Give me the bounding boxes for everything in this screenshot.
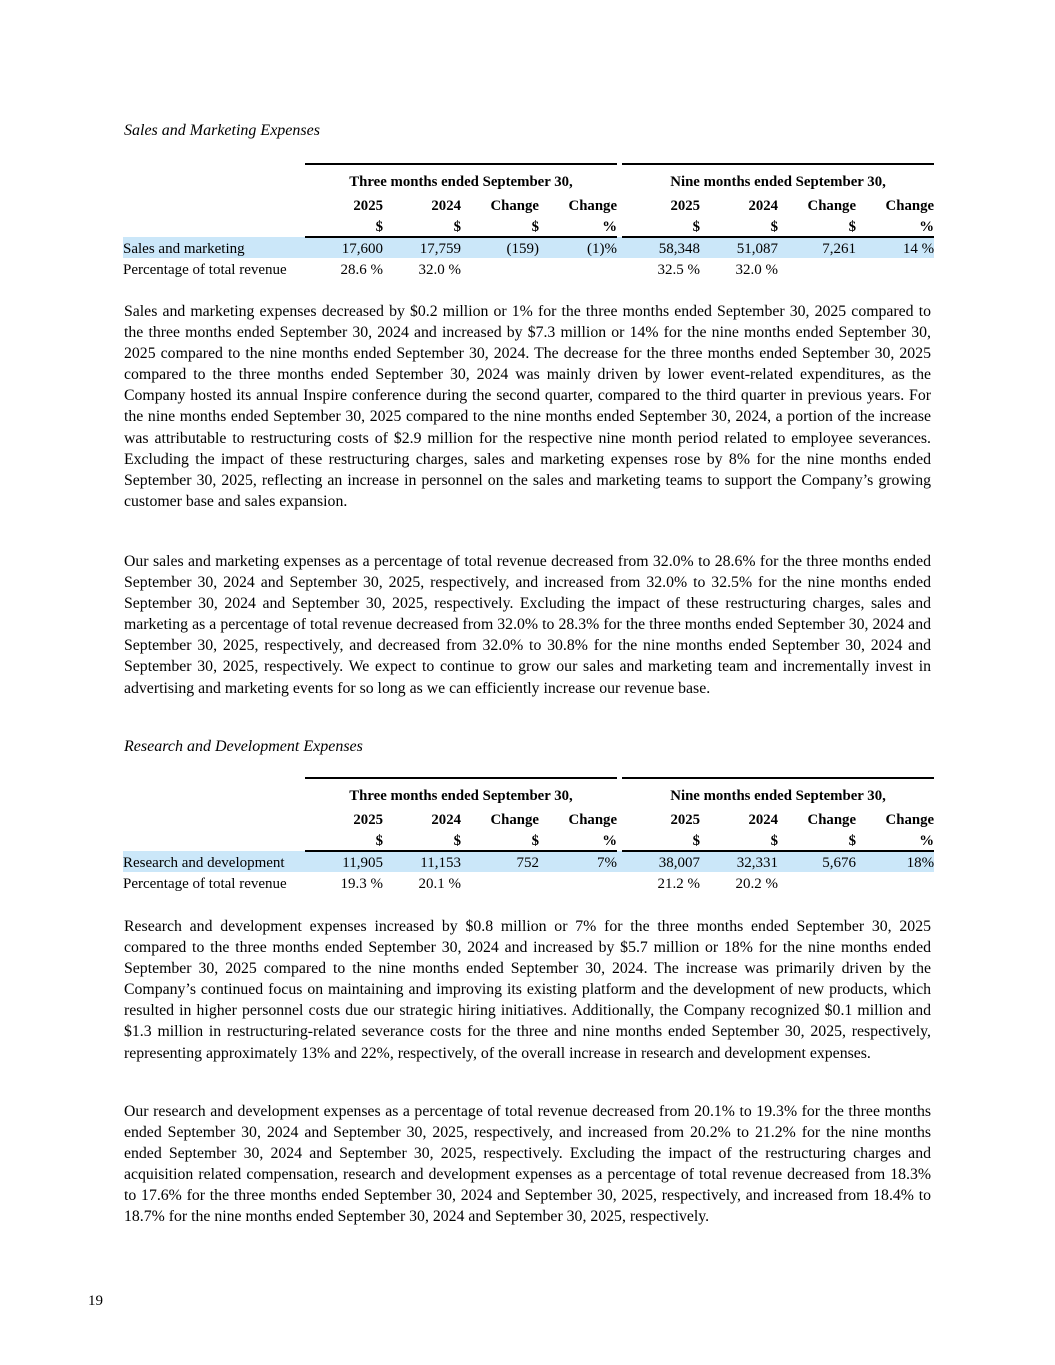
table-cell: (1)% [539,237,617,258]
table-row [123,258,934,279]
table-cell [123,191,305,215]
table-row [123,164,934,191]
table-cell: Three months ended September 30, [305,164,617,191]
table-cell: Change [568,198,618,214]
table-cell: 7,261 [778,237,856,258]
table-cell: 32.5 % [657,262,701,278]
table-row [123,872,934,893]
table-cell: 38,007 [622,851,700,872]
table-cell: 2024 [431,812,461,828]
table-cell: 20.1 % [418,876,461,892]
table-cell: 58,348 [622,237,700,258]
table-cell: $ [305,829,383,851]
table-cell: 32,331 [700,851,778,872]
table-row [123,215,934,237]
table-cell: Three months ended September 30, [305,778,617,805]
table-cell: 51,087 [700,237,778,258]
table-cell: 17,600 [305,237,383,258]
table-cell: 19.3 % [340,876,383,892]
table-cell [461,872,539,893]
section-heading-research-development: Research and Development Expenses [124,738,363,755]
table-cell: $ [383,829,461,851]
table-cell: % [856,829,934,851]
table-cell [123,805,305,829]
table-cell: 2025 [670,812,701,828]
table-cell: 11,153 [383,851,461,872]
table-cell [123,164,305,191]
table-cell: Nine months ended September 30, [622,778,934,805]
table-cell: 2025 [353,198,383,214]
table-cell: 20.2 % [735,876,779,892]
row-label: Sales and marketing [123,237,305,258]
table-cell: $ [461,829,539,851]
table-row [123,805,934,829]
table-cell: $ [383,215,461,237]
table-cell: 7% [539,851,617,872]
page-number: 19 [88,1293,103,1309]
table-cell [123,778,305,805]
table-cell: Change [568,812,618,828]
table-cell: 2024 [748,812,779,828]
row-label: Percentage of total revenue [123,876,287,892]
table-cell: $ [778,215,856,237]
table-cell: $ [461,215,539,237]
table-cell: 21.2 % [657,876,701,892]
section-heading-sales-marketing: Sales and Marketing Expenses [124,122,320,139]
table-cell [123,829,305,851]
table-cell: % [539,829,617,851]
table-cell [461,258,539,279]
table-cell: $ [622,215,700,237]
table-cell: 2025 [353,812,383,828]
table-row [123,191,934,215]
row-label: Research and development [123,851,305,872]
table-cell [856,258,934,279]
table-cell: 2024 [748,198,779,214]
table-cell: $ [622,829,700,851]
table-cell: 5,676 [778,851,856,872]
table-cell: % [856,215,934,237]
sales-marketing-table [123,163,934,279]
table-cell: 14 % [856,237,934,258]
table-cell: $ [305,215,383,237]
table-cell: 752 [461,851,539,872]
table-cell [539,258,617,279]
table-cell [123,215,305,237]
table-row [123,829,934,851]
table-cell: Change [885,198,935,214]
paragraph: Sales and marketing expenses decreased by $0.2 million or 1% for the three months ended September 30, 2025 compared to the three months ended September 30, 2024 and increased by $7.3 million or 14% for the nine months ended September 30, 2025 compared to the nine months ended September 30, 2024. The decrease for the three months ended September 30, 2025 compared to the three months ended September 30, 2024 was mainly driven by lower event-related expenditures, as the Company hosted its annual Inspire conference during the second quarter, compared to the third quarter in previous years. For the nine months ended September 30, 2025 compared to the nine months ended September 30, 2024, a portion of the increase was attributable to restructuring costs of $2.9 million for the respective nine month period related to employee severances. Excluding the impact of these restructuring charges, sales and marketing expenses rose by 8% for the nine months ended September 30, 2025, reflecting an increase in personnel on the sales and marketing teams to support the Company’s growing customer base and sales expansion. [124,303,931,510]
table-row [123,237,934,258]
table-cell: Change [490,812,539,828]
paragraph: Our research and development expenses as a percentage of total revenue decreased from 20.1% to 19.3% for the three months ended September 30, 2024 and September 30, 2025, respectively, and increased from 20.2% to 21.2% for the nine months ended September 30, 2024 and September 30, 2025, respectively. Excluding the impact of the restructuring charges and acquisition related compensation, research and development expenses as a percentage of total revenue decreased from 18.3% to 17.6% for the three months ended September 30, 2024 and September 30, 2025, respectively, and increased from 18.4% to 18.7% for the nine months ended September 30, 2024 and September 30, 2025, respectively. [124,1103,931,1226]
table-cell: $ [700,829,778,851]
table-cell: 17,759 [383,237,461,258]
table-cell [778,258,856,279]
table-cell: $ [778,829,856,851]
table-cell: $ [700,215,778,237]
table-cell: Change [807,198,857,214]
table-cell: 2024 [431,198,461,214]
table-cell: Change [490,198,539,214]
table-cell: Change [885,812,935,828]
table-cell: 2025 [670,198,701,214]
table-cell: 18% [856,851,934,872]
paragraph: Research and development expenses increased by $0.8 million or 7% for the three months ended September 30, 2025 compared to the three months ended September 30, 2024 and increased by $5.7 million or 18% for the nine months ended September 30, 2025 compared to the nine months ended September 30, 2024. The increase was primarily driven by the Company’s continued focus on maintaining and improving its existing platform and the development of new products, which resulted in higher personnel costs due our strategic hiring initiatives. Additionally, the Company recognized $0.1 million and $1.3 million in restructuring-related severance costs for the three and nine months ended September 30, 2025, respectively, representing approximately 13% and 22%, respectively, of the overall increase in research and development expenses. [124,918,931,1062]
table-cell [539,872,617,893]
table-cell: 11,905 [305,851,383,872]
table-row [123,851,934,872]
paragraph: Our sales and marketing expenses as a percentage of total revenue decreased from 32.0% to 28.6% for the three months ended September 30, 2024 and September 30, 2025, respectively, and increased from 32.0% to 32.5% for the nine months ended September 30, 2024 and September 30, 2025, respectively. Excluding the impact of these restructuring charges, sales and marketing as a percentage of total revenue decreased from 32.0% to 28.3% for the three months ended September 30, 2024 and September 30, 2025, respectively, and decreased from 32.0% to 30.8% for the nine months ended September 30, 2024 and September 30, 2025, respectively. We expect to continue to grow our sales and marketing team and incrementally invest in advertising and marketing events for so long as we can efficiently increase our revenue base. [124,553,931,697]
table-cell: 28.6 % [340,262,383,278]
table-cell: 32.0 % [735,262,779,278]
table-cell: 32.0 % [418,262,461,278]
research-development-table [123,777,934,893]
table-cell: (159) [461,237,539,258]
table-cell [778,872,856,893]
table-cell [856,872,934,893]
table-cell: Nine months ended September 30, [622,164,934,191]
row-label: Percentage of total revenue [123,262,287,278]
table-cell: Change [807,812,857,828]
table-row [123,778,934,805]
table-cell: % [539,215,617,237]
